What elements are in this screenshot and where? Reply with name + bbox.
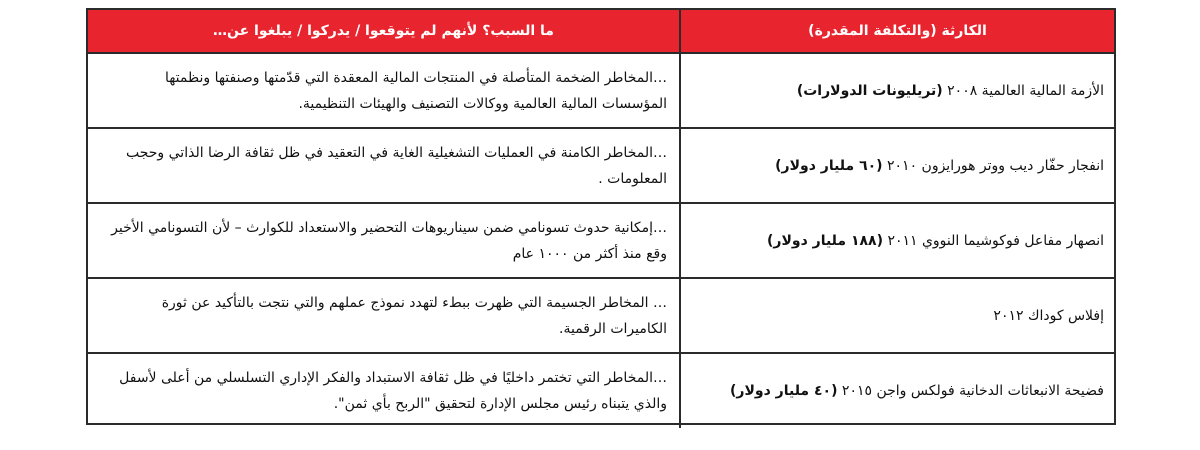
header-reason: ما السبب؟ لأنهم لم يتوقعوا / يدركوا / يبلغوا عن… xyxy=(88,10,680,53)
header-catastrophe: الكارثة (والتكلفة المقدرة) xyxy=(680,10,1114,53)
catastrophe-cell xyxy=(680,353,1114,428)
reason-cell: …إمكانية حدوث تسونامي ضمن سيناريوهات التحضير والاستعداد للكوارث – لأن التسونامي الأخير وقع منذ أكثر من ١٠٠٠ عام xyxy=(88,203,680,278)
catastrophe-cost: (١٨٨ مليار دولار) xyxy=(767,232,883,249)
table-row xyxy=(88,53,1114,128)
reason-cell: … المخاطر الجسيمة التي ظهرت ببطء لتهدد نموذج عملهم والتي نتجت بالتأكيد عن ثورة الكاميرات الرقمية. xyxy=(88,278,680,353)
reason-cell: …المخاطر الضخمة المتأصلة في المنتجات المالية المعقدة التي قدّمتها وصنفتها ونظمتها المؤسسات المالية العالمية ووكالات التصنيف والهيئات التنظيمية. xyxy=(88,53,680,128)
catastrophe-cost: (٤٠ مليار دولار) xyxy=(730,383,838,399)
catastrophe-name: انفجار حفّار ديب ووتر هورايزون ٢٠١٠ xyxy=(882,157,1104,174)
catastrophe-name: انصهار مفاعل فوكوشيما النووي ٢٠١١ xyxy=(882,232,1104,249)
catastrophe-table xyxy=(88,10,1114,428)
table-row xyxy=(88,353,1114,428)
table-header-row xyxy=(88,10,1114,53)
catastrophe-cell xyxy=(680,53,1114,128)
catastrophe-name: فضيحة الانبعاثات الدخانية فولكس واجن ٢٠١٥ xyxy=(837,383,1104,399)
catastrophe-table-container xyxy=(86,8,1116,425)
reason-cell: …المخاطر الكامنة في العمليات التشغيلية الغاية في التعقيد في ظل ثقافة الرضا الذاتي وحجب المعلومات . xyxy=(88,128,680,203)
table-row xyxy=(88,278,1114,353)
catastrophe-cost: (تريليونات الدولارات) xyxy=(796,82,943,99)
table-row xyxy=(88,203,1114,278)
reason-cell: …المخاطر التي تختمر داخليًا في ظل ثقافة الاستبداد والفكر الإداري التسلسلي من أعلى لأسفل والذي يتبناه رئيس مجلس الإدارة لتحقيق "الربح بأي ثمن". xyxy=(88,353,680,428)
catastrophe-name: إفلاس كوداك ٢٠١٢ xyxy=(993,307,1104,324)
catastrophe-cell xyxy=(680,128,1114,203)
catastrophe-name: الأزمة المالية العالمية ٢٠٠٨ xyxy=(942,82,1104,99)
catastrophe-cell xyxy=(680,203,1114,278)
table-row xyxy=(88,128,1114,203)
catastrophe-cell xyxy=(680,278,1114,353)
catastrophe-cost: (٦٠ مليار دولار) xyxy=(775,157,883,174)
